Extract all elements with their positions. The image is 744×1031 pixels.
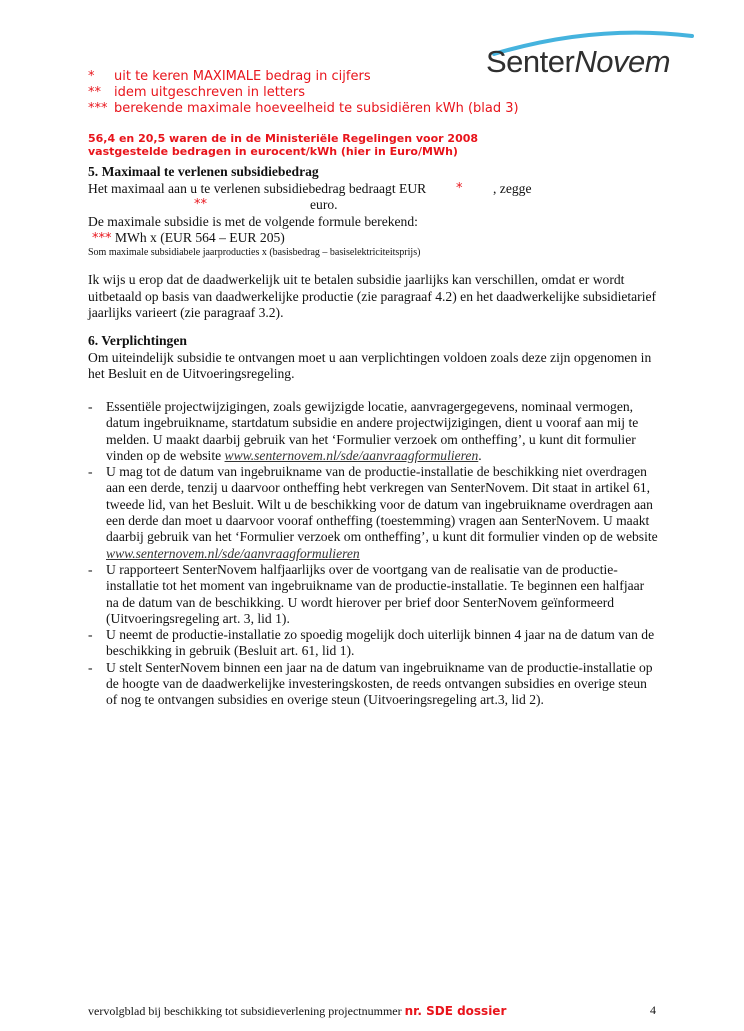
list-item: - U neemt de productie-installatie zo spoedig mogelijk doch uiterlijk binnen 4 jaar na de datum van de beschikking in gebruik (Besluit art. 61, lid 1). [88, 627, 655, 659]
legend [88, 69, 568, 117]
logo-wordmark: SenterNovem [486, 44, 671, 79]
section-6 [88, 333, 658, 383]
form-link[interactable]: www.senternovem.nl/sde/aanvraagformulieren [224, 447, 479, 463]
footer-text: vervolgblad bij beschikking tot subsidieverlening projectnummer [88, 1004, 402, 1018]
formula-note: Som maximale subsidiabele jaarproducties x (basisbedrag – basiselektriciteitsprijs) [88, 247, 421, 258]
variation-paragraph: Ik wijs u erop dat de daadwerkelijk uit te betalen subsidie jaarlijks kan verschillen, omdat er wordt uitbetaald op basis van daadwerkelijke productie (zie paragraaf 4.2) en het daadwerkelijke subsidietarief jaarlijks varieert (zie paragraaf 3.2). [88, 272, 657, 320]
amount-words-line: ** euro. [194, 197, 338, 212]
legend-line-1: * uit te keren MAXIMALE bedrag in cijfers [88, 69, 371, 84]
subsidy-amount-line: Het maximaal aan u te verlenen subsidiebedrag bedraagt EUR * , zegge [88, 180, 532, 196]
form-link[interactable]: www.senternovem.nl/sde/aanvraagformulieren [106, 545, 360, 561]
legend-line-3: *** berekende maximale hoeveelheid te subsidiëren kWh (blad 3) [88, 101, 519, 116]
note-line-1: 56,4 en 20,5 waren de in de Ministeriële Regelingen voor 2008 [88, 132, 479, 145]
section-5-heading: 5. Maximaal te verlenen subsidiebedrag [88, 164, 319, 179]
amount-words-marker: ** [194, 197, 207, 212]
amount-figure-marker: * [456, 180, 463, 196]
section-6-heading: 6. Verplichtingen [88, 333, 187, 348]
obligations-list [88, 399, 658, 709]
obligations-intro: Om uiteindelijk subsidie te ontvangen moet u aan verplichtingen voldoen zoals deze zijn opgenomen in het Besluit en de Uitvoeringsregeling. [88, 349, 652, 381]
formula: *** MWh x (EUR 564 – EUR 205) [92, 230, 285, 246]
list-item: - Essentiële projectwijzigingen, zoals gewijzigde locatie, aanvragergegevens, nominaal vermogen, datum ingebruikname, startdatum subsidie en andere projectwijzigingen, dient u vooraf aan mij te melden. U maakt daarbij gebruik van het ‘Formulier verzoek om ontheffing’, u kunt dit formulier vinden op de website www.senternovem.nl/sde/aanvraagformulieren. [88, 399, 639, 463]
mwh-marker: *** [92, 231, 112, 246]
formula-intro: De maximale subsidie is met de volgende formule berekend: [88, 213, 418, 229]
page-number: 4 [650, 1003, 656, 1017]
footer-dossier-marker: nr. SDE dossier [404, 1004, 507, 1018]
list-item: - U stelt SenterNovem binnen een jaar na de datum van ingebruikname van de productie-installatie op de hoogte van de daadwerkelijke investeringskosten, de reeds ontvangen subsidies en overige steun of nog te ontvangen subsidies en overige steun (Uitvoeringsregeling art.3, lid 2). [88, 659, 653, 708]
list-item: - U mag tot de datum van ingebruikname van de productie-installatie de beschikking niet overdragen aan een derde, tenzij u daarvoor ontheffing hebt verkregen van SenterNovem. Dit staat in artikel 61, tweede lid, van het Besluit. Wilt u de beschikking voor de datum van ingebruikname overdragen aan een derde dan moet u daarvoor vooraf ontheffing (toestemming) vragen aan SenterNovem. U maakt daarbij gebruik van het ‘Formulier verzoek om ontheffing’, u kunt dit formulier vinden op de website www.senternovem.nl/sde/aanvraagformulieren [88, 464, 658, 561]
list-item: - U rapporteert SenterNovem halfjaarlijks over de voortgang van de realisatie van de productie-installatie tot het moment van ingebruikname van de productie-installatie. Te beginnen een halfjaar na de datum van de beschikking. U wordt hierover per brief door SenterNovem geïnformeerd (Uitvoeringsregeling art. 3, lid 1). [88, 561, 645, 626]
section-5 [88, 164, 658, 322]
legend-line-2: ** idem uitgeschreven in letters [88, 85, 306, 100]
note-line-2: vastgestelde bedragen in eurocent/kWh (hier in Euro/MWh) [88, 145, 458, 158]
footer [88, 1004, 506, 1019]
regulation-note [88, 132, 648, 158]
